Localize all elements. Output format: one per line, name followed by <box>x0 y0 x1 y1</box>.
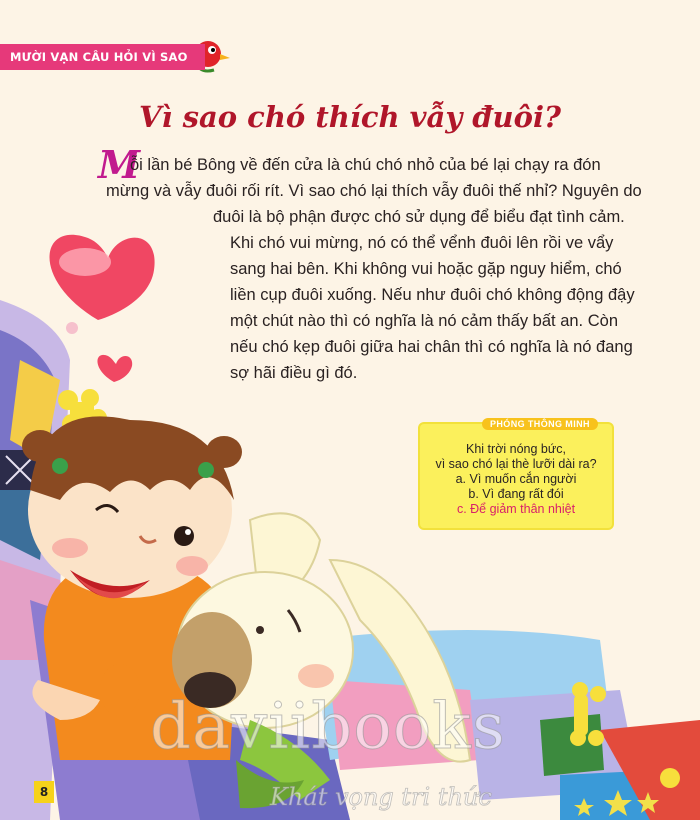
body-line: sang hai bên. Khi không vui hoặc gặp nguy hiểm, chó <box>230 260 622 278</box>
quiz-box <box>420 419 612 528</box>
quiz-question: vì sao chó lại thè lưỡi dài ra? <box>435 457 597 471</box>
watermark-slogan: Khát vọng tri thức <box>270 783 492 811</box>
body-paragraph <box>0 152 642 386</box>
body-line: nếu chó kẹp đuôi giữa hai chân thì có nghĩa là nó đang <box>230 338 633 356</box>
body-line: mừng và vẫy đuôi rối rít. Vì sao chó lại thích vẫy đuôi thế nhỉ? Nguyên do <box>106 182 642 200</box>
quiz-option-b: b. Vì đang rất đói <box>468 487 564 501</box>
body-line: sợ hãi điều gì đó. <box>230 364 358 382</box>
page-number: 8 <box>34 781 54 803</box>
watermark-brand: daviibooks <box>150 690 506 764</box>
series-header: MƯỜI VẠN CÂU HỎI VÌ SAO <box>0 44 205 70</box>
body-line: một chút nào thì có nghĩa là nó cảm thấy bất an. Còn <box>230 312 618 330</box>
drop-cap: M <box>98 142 141 187</box>
body-line: liền cụp đuôi xuống. Nếu như đuôi chó không động đậy <box>230 286 635 304</box>
body-line: Khi chó vui mừng, nó có thể vểnh đuôi lên rồi ve vẩy <box>230 234 614 252</box>
page-title: Vì sao chó thích vẫy đuôi? <box>139 100 561 134</box>
body-line: ỗi lần bé Bông về đến cửa là chú chó nhỏ của bé lại chạy ra đón <box>130 156 601 174</box>
quiz-question: Khi trời nóng bức, <box>466 442 566 456</box>
quiz-tag: PHÓNG THÔNG MINH <box>482 418 598 430</box>
quiz-option-c: c. Để giảm thân nhiệt <box>456 502 576 516</box>
body-line: đuôi là bộ phận được chó sử dụng để biểu đạt tình cảm. <box>213 208 625 226</box>
quiz-option-a: a. Vì muốn cắn người <box>455 472 577 486</box>
